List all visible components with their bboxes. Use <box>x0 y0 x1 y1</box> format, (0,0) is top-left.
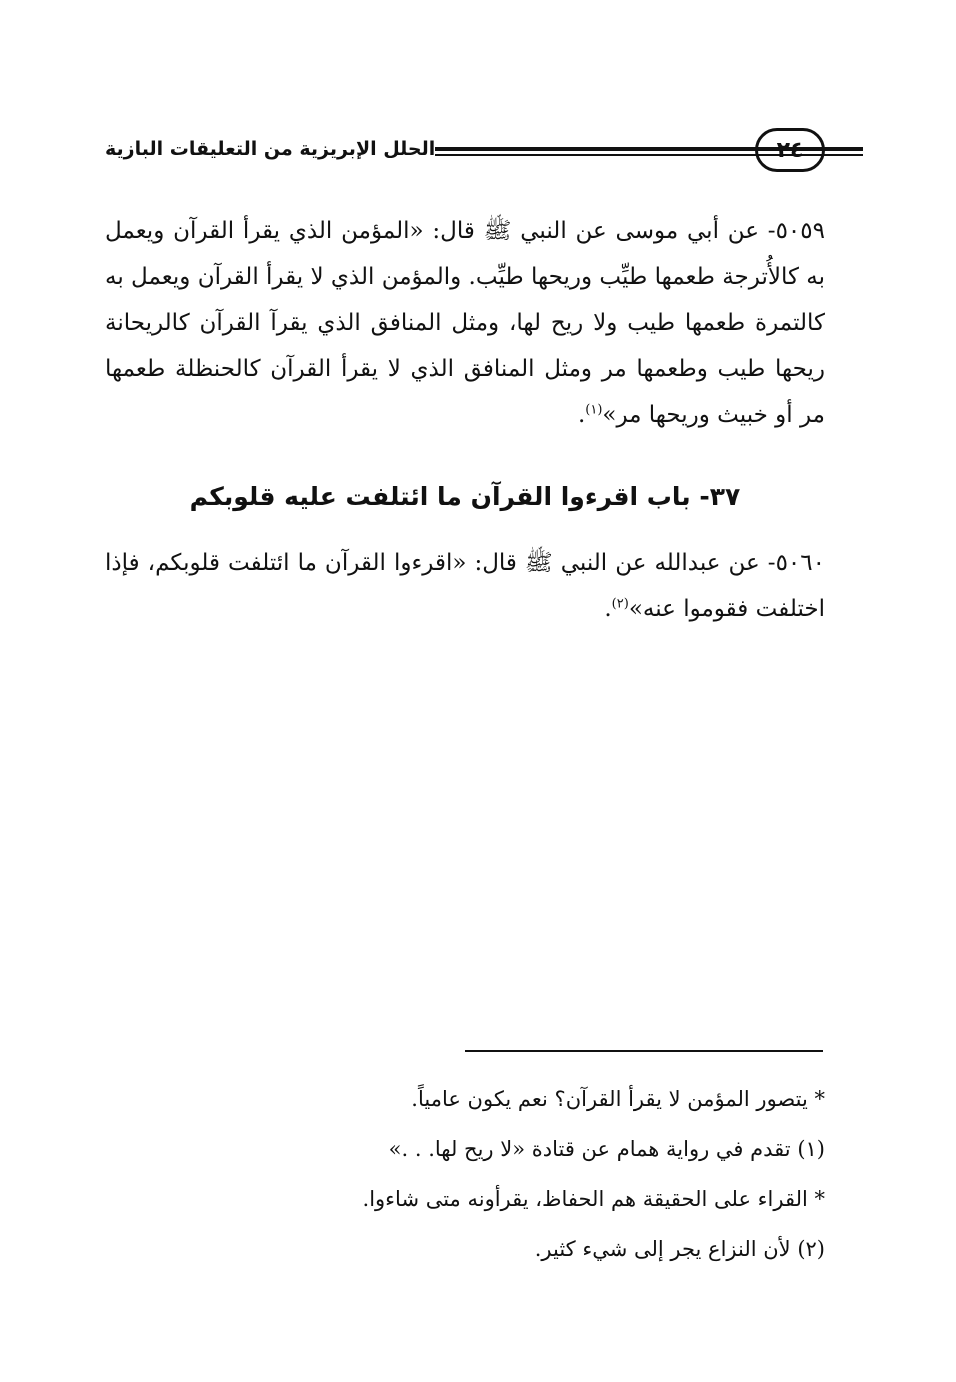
hadith-5060-end: . <box>604 596 612 622</box>
footnote-ref-1: (١) <box>585 402 603 418</box>
footnote-2: (٢) لأن النزاع يجر إلى شيء كثير. <box>534 1237 825 1261</box>
hadith-5060 <box>105 540 825 632</box>
footnote-comment-1: * يتصور المؤمن لا يقرأ القرآن؟ نعم يكون عامياً. <box>411 1087 825 1111</box>
running-title: الحلل الإبريزية من التعليقات البازية <box>105 138 436 160</box>
hadith-5060-text: ٥٠٦٠- عن عبدالله عن النبي ﷺ قال: «اقرءوا القرآن ما ائتلفت قلوبكم، فإذا اختلفت فقوموا عنه» <box>105 550 825 622</box>
page-number: ٢٤ <box>776 137 804 163</box>
footnote-comment-2: * القراء على الحقيقة هم الحفاظ، يقرأونه متى شاءوا. <box>362 1187 825 1211</box>
chapter-heading: ٣٧- باب اقرءوا القرآن ما ائتلفت عليه قلوبكم <box>189 482 741 511</box>
running-header <box>105 128 825 184</box>
footnote-ref-2: (٢) <box>611 596 629 612</box>
hadith-5059-text: ٥٠٥٩- عن أبي موسى عن النبي ﷺ قال: «المؤمن الذي يقرأ القرآن ويعمل به كالأُترجة طعمها طيِّب وريحها طيِّب. والمؤمن الذي لا يقرأ القرآن ويعمل به كالتمرة طعمها طيب ولا ريح لها، ومثل المنافق الذي يقرآ القرآن كالريحانة ريحها طيب وطعمها مر ومثل المنافق الذي لا يقرأ القرآن كالحنظلة طعمها مر أو خبيث وريحها مر» <box>105 218 825 428</box>
footnote-separator <box>465 1050 823 1052</box>
hadith-5059-end: . <box>577 402 586 428</box>
page-number-badge <box>755 128 825 172</box>
footnotes-list <box>105 1074 825 1274</box>
footnote-1: (١) تقدم في رواية همام عن قتادة «لا ريح لها. . .» <box>388 1137 825 1161</box>
hadith-5059 <box>105 208 825 438</box>
